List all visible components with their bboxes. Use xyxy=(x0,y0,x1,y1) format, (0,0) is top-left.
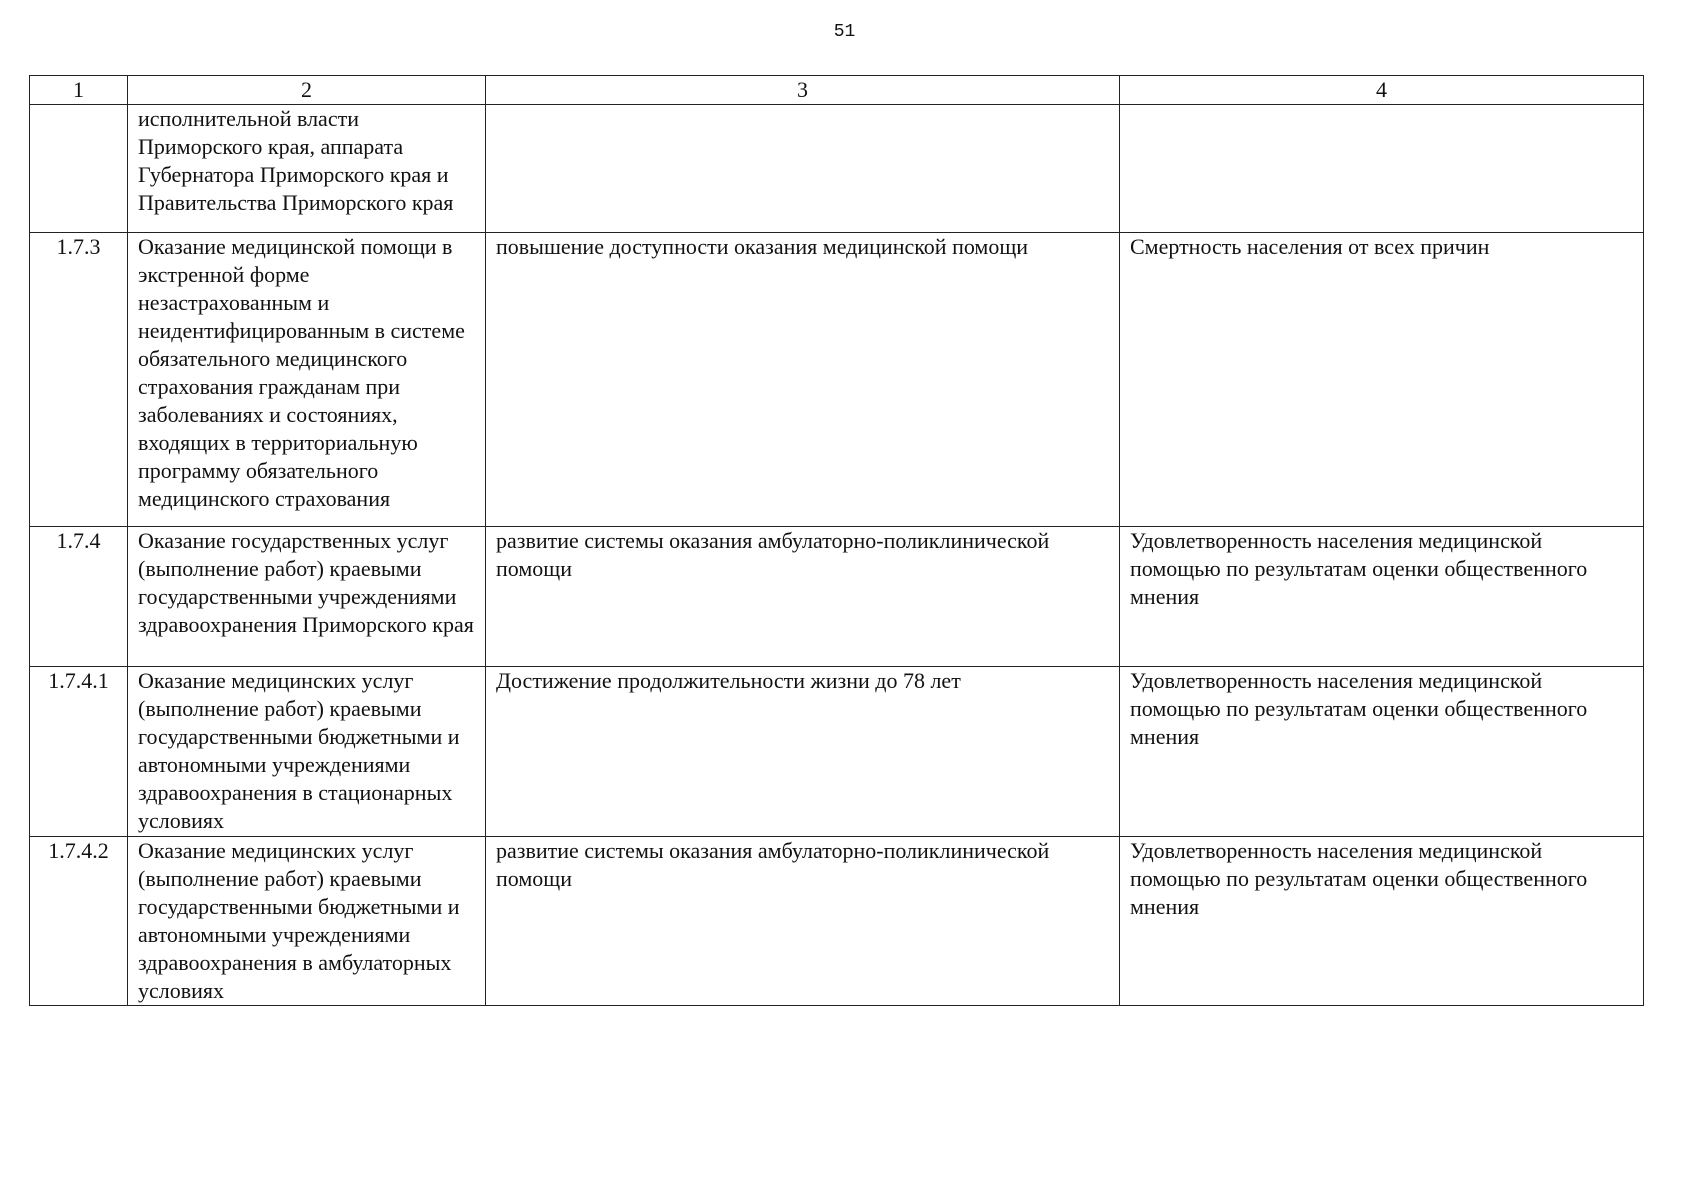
row-indicator: Смертность населения от всех причин xyxy=(1120,233,1644,527)
table-body xyxy=(30,105,1644,1006)
table-row xyxy=(30,527,1644,667)
row-indicator: Удовлетворенность населения медицинской помощью по результатам оценки общественного мнения xyxy=(1120,527,1644,667)
row-number: 1.7.4.2 xyxy=(30,837,128,1006)
row-goal: Достижение продолжительности жизни до 78 лет xyxy=(486,667,1120,837)
table-header xyxy=(30,76,1644,105)
row-name: исполнительной власти Приморского края, аппарата Губернатора Приморского края и Правительства Приморского края xyxy=(128,105,486,233)
row-goal: развитие системы оказания амбулаторно-поликлинической помощи xyxy=(486,527,1120,667)
row-number: 1.7.4 xyxy=(30,527,128,667)
row-number: 1.7.3 xyxy=(30,233,128,527)
row-name: Оказание медицинских услуг (выполнение работ) краевыми государственными бюджетными и автономными учреждениями здравоохранения в стационарных условиях xyxy=(128,667,486,837)
row-goal: повышение доступности оказания медицинской помощи xyxy=(486,233,1120,527)
row-indicator: Удовлетворенность населения медицинской помощью по результатам оценки общественного мнения xyxy=(1120,667,1644,837)
row-indicator xyxy=(1120,105,1644,233)
row-goal xyxy=(486,105,1120,233)
row-goal: развитие системы оказания амбулаторно-поликлинической помощи xyxy=(486,837,1120,1006)
table-row xyxy=(30,667,1644,837)
header-col-3: 3 xyxy=(486,76,1120,105)
page-number: 51 xyxy=(833,22,856,42)
row-name: Оказание медицинских услуг (выполнение работ) краевыми государственными бюджетными и автономными учреждениями здравоохранения в амбулаторных условиях xyxy=(128,837,486,1006)
table-row xyxy=(30,233,1644,527)
row-name: Оказание медицинской помощи в экстренной форме незастрахованным и неидентифицированным в системе обязательного медицинского страхования гражданам при заболеваниях и состояниях, входящих в территориальную программу обязательного медицинского страхования xyxy=(128,233,486,527)
row-number xyxy=(30,105,128,233)
row-name: Оказание государственных услуг (выполнение работ) краевыми государственными учреждениями здравоохранения Приморского края xyxy=(128,527,486,667)
header-col-1: 1 xyxy=(30,76,128,105)
header-col-4: 4 xyxy=(1120,76,1644,105)
header-col-2: 2 xyxy=(128,76,486,105)
data-table xyxy=(29,75,1644,1006)
row-number: 1.7.4.1 xyxy=(30,667,128,837)
table-row xyxy=(30,105,1644,233)
table-row xyxy=(30,837,1644,1006)
header-row xyxy=(30,76,1644,105)
row-indicator: Удовлетворенность населения медицинской помощью по результатам оценки общественного мнения xyxy=(1120,837,1644,1006)
